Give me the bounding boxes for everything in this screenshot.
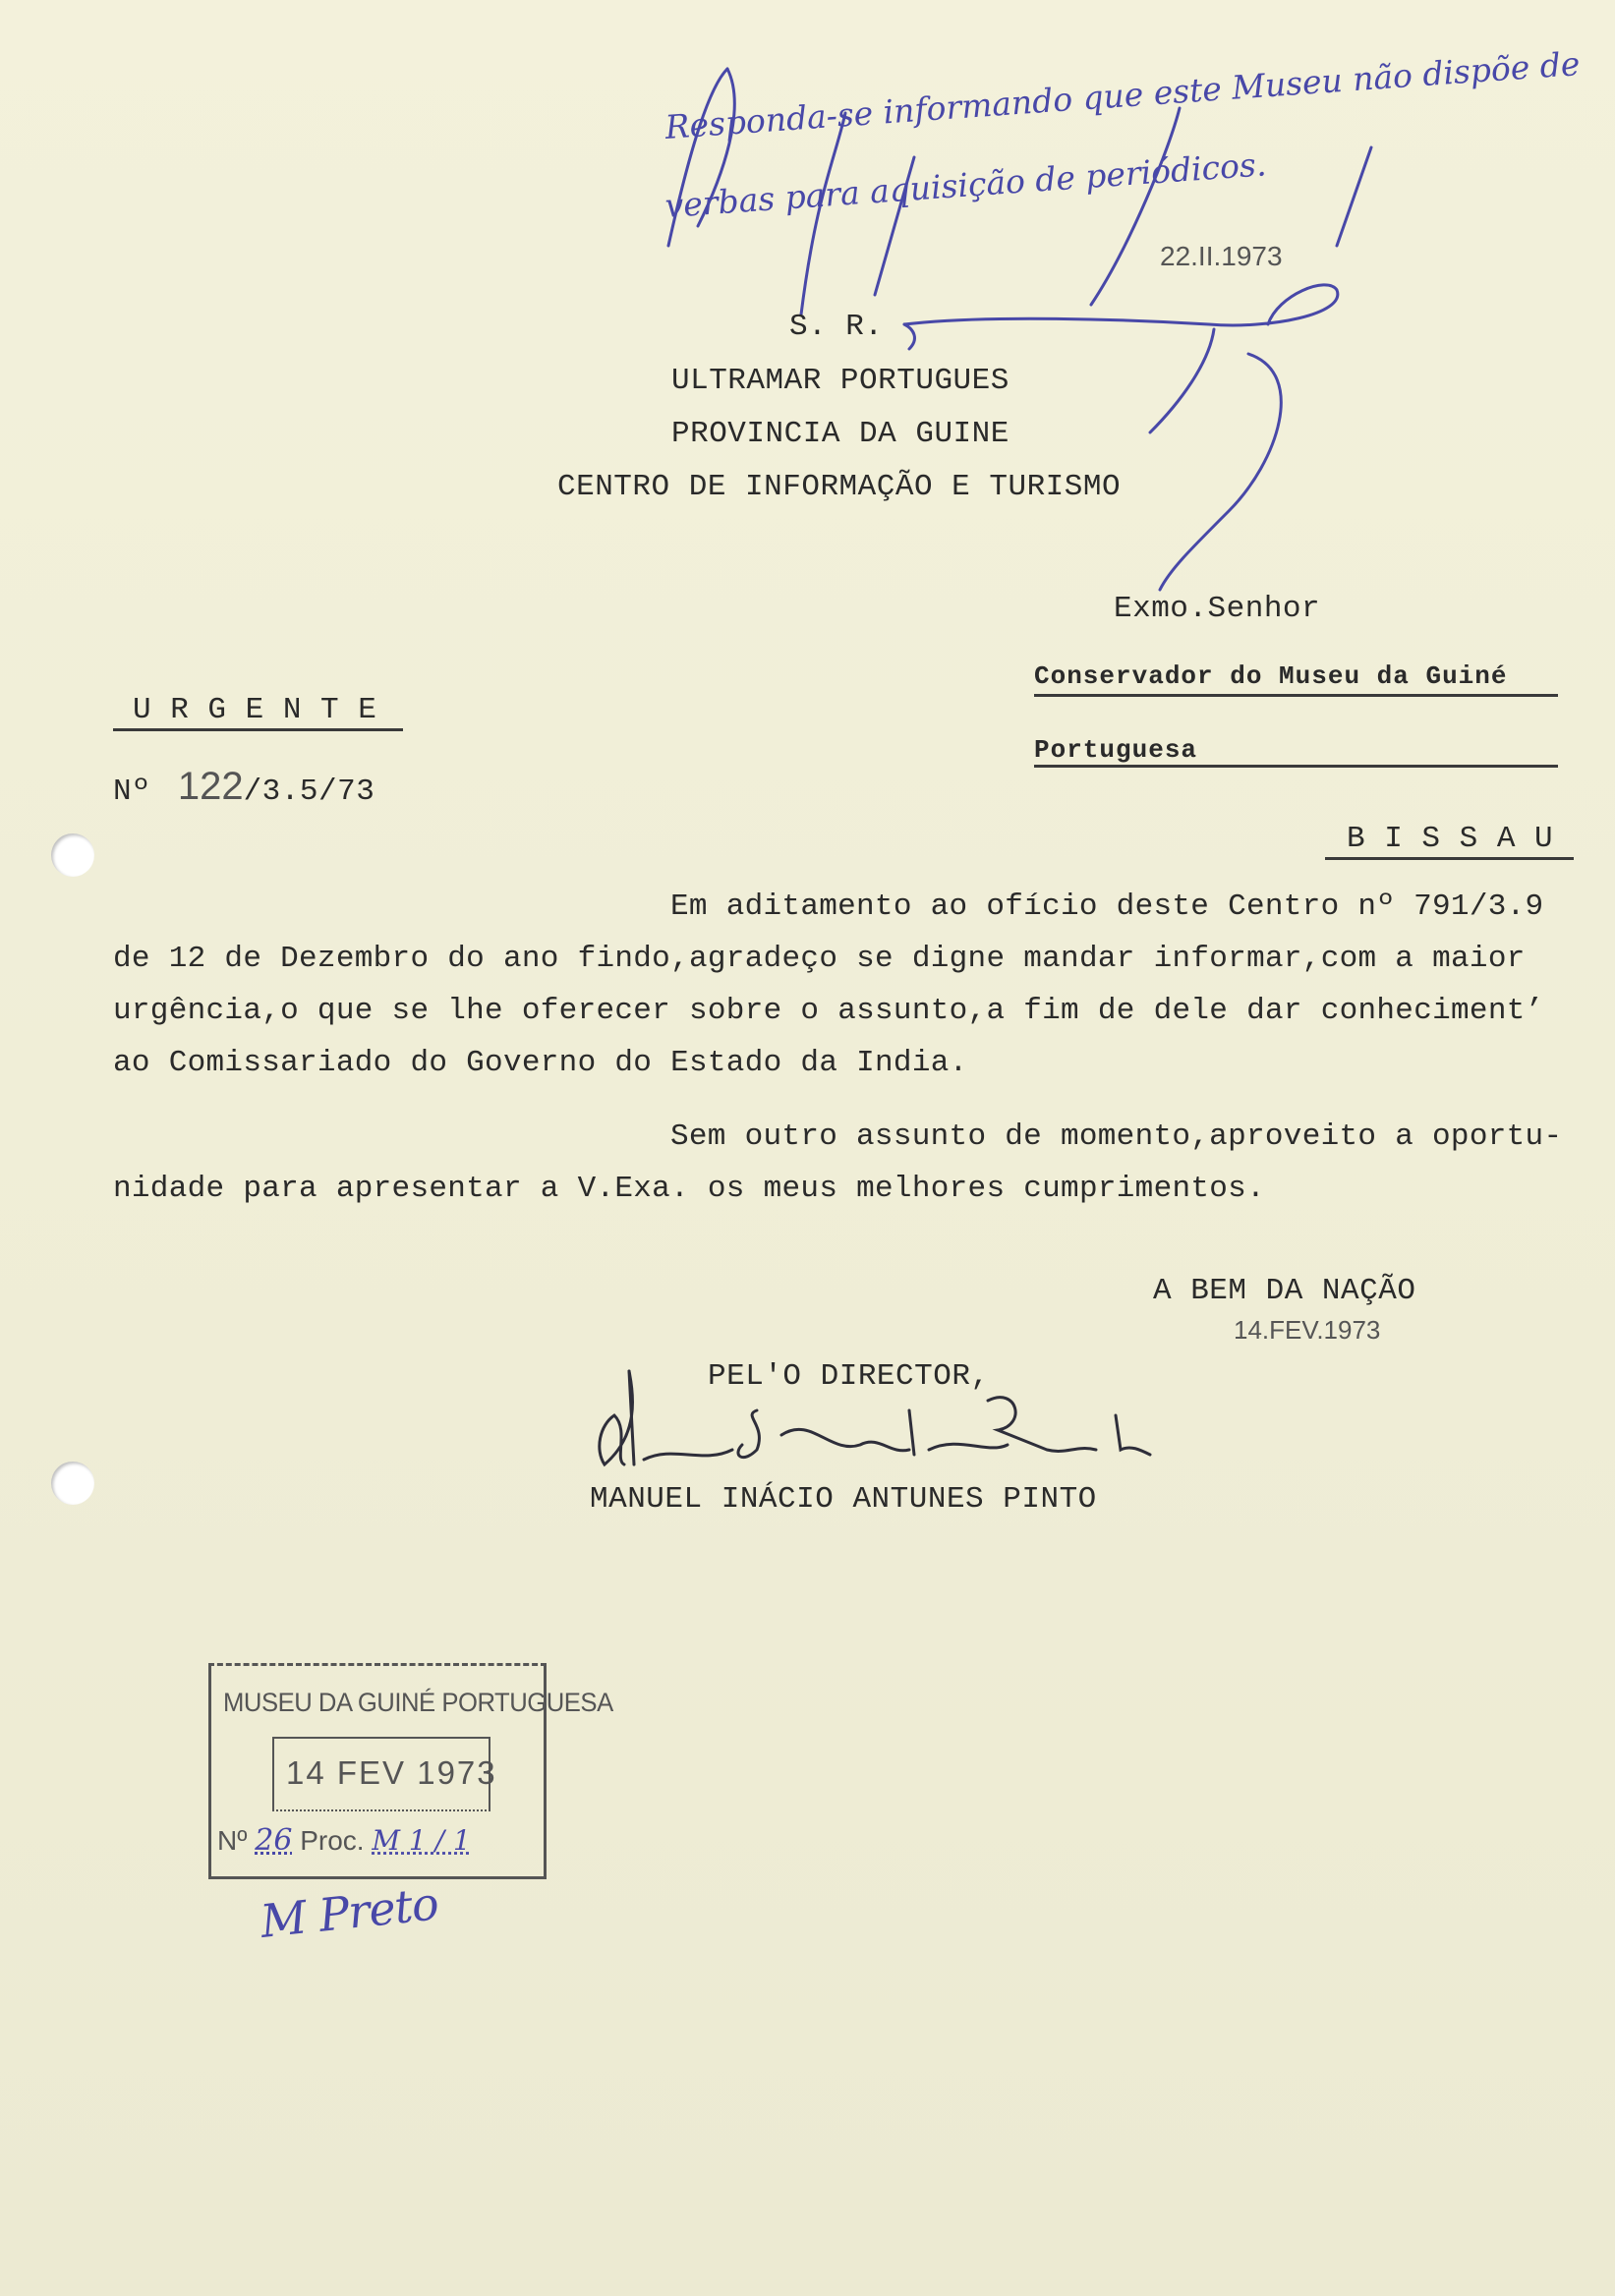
- body-paragraph-2: [113, 1111, 1578, 1215]
- handwritten-initials: M Preto: [258, 1876, 441, 1948]
- recipient-rule-1: [1034, 694, 1558, 697]
- stamp-title: MUSEU DA GUINÉ PORTUGUESA: [223, 1688, 613, 1717]
- stamp-proc-value: M 1 / 1: [372, 1824, 471, 1857]
- signature: [585, 1356, 1155, 1484]
- stamp-date-box: [272, 1737, 497, 1811]
- museum-receipt-stamp: [208, 1663, 613, 1879]
- annotation-strokes: [0, 0, 1615, 688]
- recipient-line-2: Portuguesa: [1034, 735, 1198, 765]
- reference-number-label: Nº: [113, 775, 151, 809]
- body-p1-line-1: Em aditamento ao ofício deste Centro nº 791/3.9: [670, 890, 1544, 924]
- body-p2-line-1: Sem outro assunto de momento,aproveito a oportu-: [670, 1119, 1563, 1154]
- annotation-date: 22.II.1973: [1160, 241, 1283, 271]
- urgent-rule: [113, 728, 403, 731]
- closing-date-stamp: 14.FEV.1973: [1234, 1315, 1381, 1345]
- header-ultramar: ULTRAMAR PORTUGUES: [671, 364, 1009, 398]
- stamp-number-label: Nº: [217, 1825, 248, 1856]
- punch-hole-top: [51, 833, 94, 877]
- closing-motto: A BEM DA NAÇÃO: [1153, 1274, 1416, 1308]
- reference-number-value: 122: [177, 765, 244, 808]
- reference-number-suffix: /3.5/73: [243, 775, 375, 809]
- annotation-line-1: Responda-se informando que este Museu não dispõe de: [663, 44, 1582, 146]
- stamp-number-value: 26: [255, 1823, 293, 1858]
- body-p1-line-2: de 12 de Dezembro do ano findo,agradeço se digne mandar informar,com a maior: [113, 942, 1526, 976]
- body-paragraph-1: [113, 881, 1578, 1089]
- header-provincia: PROVINCIA DA GUINE: [671, 417, 1009, 451]
- body-p1-line-4: ao Comissariado do Governo do Estado da India.: [113, 1046, 968, 1080]
- stamp-date: 14 FEV 1973: [286, 1754, 497, 1791]
- signer-role: PEL'O DIRECTOR,: [708, 1359, 990, 1394]
- body-p2-line-2: nidade para apresentar a V.Exa. os meus melhores cumprimentos.: [113, 1172, 1265, 1206]
- body-p1-line-3: urgência,o que se lhe oferecer sobre o assunto,a fim de dele dar conheciment’: [113, 994, 1544, 1028]
- header-centro: CENTRO DE INFORMAÇÃO E TURISMO: [557, 470, 1122, 504]
- recipient-line-1: Conservador do Museu da Guiné: [1034, 661, 1508, 691]
- stamp-number-row: [217, 1823, 471, 1858]
- recipient-city: B I S S A U: [1347, 822, 1554, 856]
- recipient-city-rule: [1325, 857, 1574, 860]
- urgent-label: U R G E N T E: [133, 693, 377, 727]
- annotation-line-2: verbas para aquisição de periódicos.: [663, 144, 1268, 225]
- punch-hole-bottom: [51, 1462, 94, 1505]
- header-sr: S. R.: [789, 310, 884, 344]
- recipient-rule-2: [1034, 765, 1558, 768]
- reference-number: [113, 765, 375, 809]
- stamp-proc-label: Proc.: [300, 1825, 365, 1856]
- recipient-salutation: Exmo.Senhor: [1114, 592, 1321, 626]
- signer-name: MANUEL INÁCIO ANTUNES PINTO: [590, 1482, 1097, 1517]
